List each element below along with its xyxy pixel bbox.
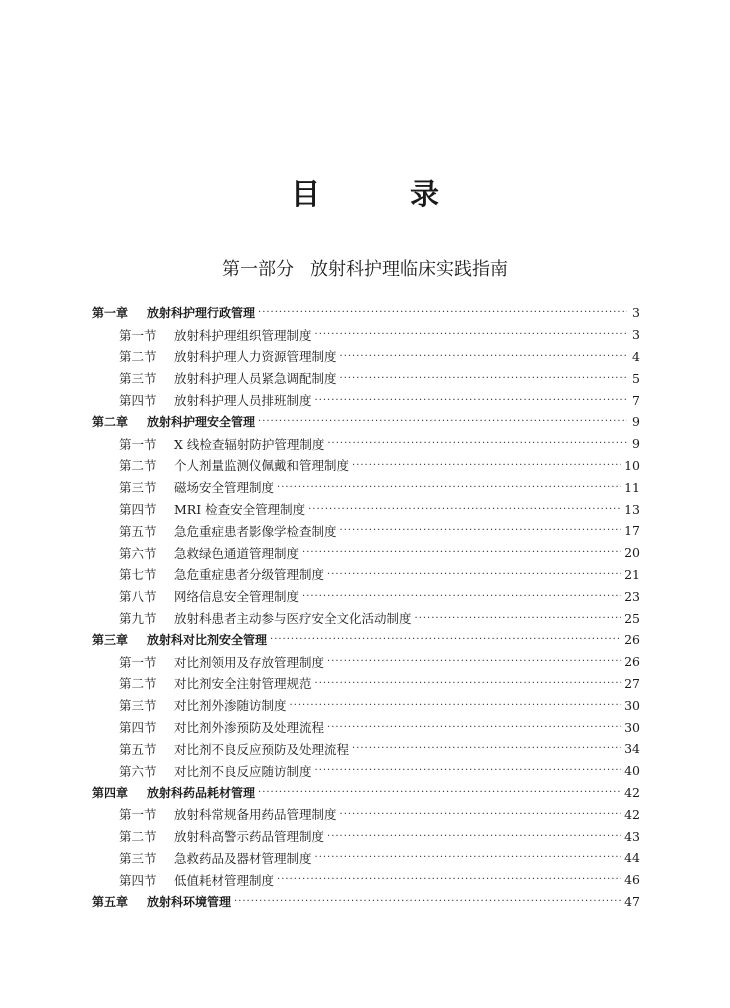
toc-leader-dots (327, 569, 621, 580)
toc-page-number: 20 (624, 545, 640, 561)
toc-entry-label (119, 347, 337, 365)
toc-leader-dots (258, 787, 621, 798)
toc-leader-dots (352, 460, 621, 471)
toc-entry-title: 低值耗材管理制度 (174, 872, 275, 888)
toc-page-number: 7 (632, 392, 640, 408)
toc-page-number: 13 (624, 501, 640, 517)
toc-page-number: 34 (624, 741, 640, 757)
toc-entry-title: X 线检查辐射防护管理制度 (174, 436, 325, 452)
toc-page-number: 3 (632, 305, 640, 321)
toc-entry-number: 第二节 (119, 349, 157, 365)
toc-entry-number: 第二节 (119, 829, 157, 845)
toc-entry-number: 第四节 (119, 393, 157, 409)
toc-entry-label (92, 784, 255, 801)
toc-entry-title: 放射科高警示药品管理制度 (174, 829, 325, 845)
toc-entry-title: 对比剂不良反应预防及处理流程 (174, 741, 350, 757)
toc-entry-title: 急救药品及器材管理制度 (174, 850, 312, 866)
toc-chapter-row[interactable] (92, 302, 640, 324)
toc-section-row[interactable] (92, 803, 640, 825)
toc-page-number: 40 (624, 763, 640, 779)
toc-entry-title: 放射科药品耗材管理 (147, 785, 256, 800)
toc-entry-label (119, 805, 337, 823)
toc-leader-dots (308, 504, 621, 515)
toc-entry-number: 第六节 (119, 763, 157, 779)
toc-entry-title: 放射科护理行政管理 (147, 306, 256, 321)
toc-page-number: 4 (632, 348, 640, 364)
toc-entry-label (119, 827, 324, 845)
part-name: 放射科护理临床实践指南 (310, 259, 508, 280)
toc-leader-dots (277, 482, 621, 493)
toc-entry-number: 第四章 (92, 785, 129, 800)
toc-section-row[interactable] (92, 564, 640, 586)
toc-entry-number: 第八节 (119, 589, 157, 605)
toc-leader-dots (327, 438, 627, 449)
toc-chapter-row[interactable] (92, 782, 640, 804)
toc-entry-label (119, 456, 349, 474)
toc-entry-number: 第二章 (92, 415, 129, 430)
toc-entry-number: 第四节 (119, 720, 157, 736)
toc-entry-label (119, 762, 312, 780)
toc-leader-dots (315, 852, 622, 863)
toc-section-row[interactable] (92, 389, 640, 411)
toc-entry-number: 第四节 (119, 872, 157, 888)
toc-leader-dots (258, 416, 627, 427)
toc-page-number: 21 (624, 566, 640, 582)
toc-entry-title: 放射科护理人力资源管理制度 (174, 349, 337, 365)
toc-section-row[interactable] (92, 367, 640, 389)
toc-leader-dots (352, 743, 621, 754)
toc-entry-number: 第二节 (119, 458, 157, 474)
toc-section-row[interactable] (92, 585, 640, 607)
toc-leader-dots (340, 351, 627, 362)
toc-page-number: 43 (624, 828, 640, 844)
toc-page-number: 5 (632, 370, 640, 386)
toc-entry-title: 放射科患者主动参与医疗安全文化活动制度 (174, 611, 412, 627)
toc-entry-label (119, 587, 299, 605)
toc-entry-title: 对比剂外渗随访制度 (174, 698, 287, 714)
toc-chapter-row[interactable] (92, 629, 640, 651)
toc-leader-dots (415, 613, 622, 624)
toc-page-number: 3 (632, 327, 640, 343)
toc-page-number: 30 (624, 719, 640, 735)
toc-page-number: 27 (624, 675, 640, 691)
toc-section-row[interactable] (92, 455, 640, 477)
toc-section-row[interactable] (92, 738, 640, 760)
toc-entry-number: 第三节 (119, 480, 157, 496)
toc-entry-label (119, 674, 312, 692)
toc-entry-title: 对比剂不良反应随访制度 (174, 763, 312, 779)
toc-entry-number: 第五节 (119, 741, 157, 757)
toc-section-row[interactable] (92, 542, 640, 564)
toc-page-number: 44 (624, 850, 640, 866)
toc-page-number: 26 (624, 632, 640, 648)
toc-entry-label (119, 435, 324, 453)
toc-entry-title: 放射科护理组织管理制度 (174, 327, 312, 343)
toc-leader-dots (340, 525, 622, 536)
toc-page-number: 9 (632, 414, 640, 430)
toc-entry-title: 放射科护理安全管理 (147, 415, 256, 430)
toc-leader-dots (315, 678, 622, 689)
toc-leader-dots (234, 896, 621, 907)
toc-page-number: 30 (624, 697, 640, 713)
toc-page-number: 25 (624, 610, 640, 626)
toc-leader-dots (277, 874, 621, 885)
toc-page-number: 17 (624, 523, 640, 539)
part-heading (0, 255, 730, 281)
toc-page-number: 42 (624, 784, 640, 800)
toc-page-number: 47 (624, 893, 640, 909)
toc-entry-label (119, 565, 324, 583)
toc-entry-label (92, 893, 231, 910)
toc-leader-dots (340, 373, 627, 384)
toc-entry-number: 第一节 (119, 654, 157, 670)
toc-entry-label (119, 544, 299, 562)
toc-section-row[interactable] (92, 847, 640, 869)
toc-entry-number: 第一节 (119, 807, 157, 823)
toc-entry-number: 第七节 (119, 567, 157, 583)
toc-entry-label (119, 391, 312, 409)
toc-leader-dots (340, 809, 622, 820)
toc-entry-label (119, 609, 412, 627)
toc-page-number: 42 (624, 806, 640, 822)
toc-entry-label (92, 304, 255, 321)
toc-section-row[interactable] (92, 607, 640, 629)
toc-entry-title: 急危重症患者分级管理制度 (174, 567, 325, 583)
toc-leader-dots (290, 700, 622, 711)
toc-page-number: 23 (624, 588, 640, 604)
toc-section-row[interactable] (92, 520, 640, 542)
toc-section-row[interactable] (92, 433, 640, 455)
toc-section-row[interactable] (92, 869, 640, 891)
toc-entry-label (119, 500, 305, 518)
toc-page-number: 46 (624, 872, 640, 888)
page-title: 目 录 (290, 177, 480, 211)
toc-entry-label (119, 871, 274, 889)
toc-entry-title: MRI 检查安全管理制度 (174, 502, 306, 518)
toc-entry-label (119, 326, 312, 344)
toc-section-row[interactable] (92, 760, 640, 782)
toc-section-row[interactable] (92, 673, 640, 695)
toc-entry-number: 第五节 (119, 523, 157, 539)
toc-entry-title: 磁场安全管理制度 (174, 480, 275, 496)
toc-entry-number: 第三节 (119, 698, 157, 714)
toc-entry-number: 第六节 (119, 545, 157, 561)
toc-entry-label (119, 849, 312, 867)
toc-entry-label (92, 631, 267, 648)
toc-leader-dots (302, 547, 621, 558)
toc-leader-dots (327, 722, 621, 733)
part-label: 第一部分 (222, 259, 294, 280)
toc-entry-label (92, 413, 255, 430)
toc-section-row[interactable] (92, 324, 640, 346)
toc-section-row[interactable] (92, 825, 640, 847)
toc-entry-label (119, 369, 337, 387)
toc-entry-title: 急救绿色通道管理制度 (174, 545, 300, 561)
toc-section-row[interactable] (92, 651, 640, 673)
toc-page-number: 9 (632, 436, 640, 452)
toc-leader-dots (270, 634, 621, 645)
toc-entry-title: 对比剂安全注射管理规范 (174, 676, 312, 692)
toc-entry-title: 个人剂量监测仪佩戴和管理制度 (174, 458, 350, 474)
toc-entry-label (119, 740, 349, 758)
toc-leader-dots (302, 591, 621, 602)
toc-leader-dots (315, 765, 622, 776)
toc-chapter-row[interactable] (92, 411, 640, 433)
toc-entry-title: 网络信息安全管理制度 (174, 589, 300, 605)
toc-page-number: 11 (624, 479, 640, 495)
toc-page-number: 10 (624, 457, 640, 473)
toc-page-number: 26 (624, 654, 640, 670)
toc-entry-number: 第三章 (92, 633, 129, 648)
toc-chapter-row[interactable] (92, 891, 640, 913)
toc-entry-title: 放射科常规备用药品管理制度 (174, 807, 337, 823)
toc-entry-number: 第一节 (119, 327, 157, 343)
toc-leader-dots (315, 329, 627, 340)
toc-entry-number: 第一章 (92, 306, 129, 321)
toc-entry-number: 第九节 (119, 611, 157, 627)
toc-entry-number: 第四节 (119, 502, 157, 518)
toc-entry-label (119, 696, 287, 714)
toc-entry-label (119, 522, 337, 540)
toc-entry-label (119, 478, 274, 496)
toc-leader-dots (327, 831, 621, 842)
toc-entry-title: 对比剂领用及存放管理制度 (174, 654, 325, 670)
toc-entry-title: 对比剂外渗预防及处理流程 (174, 720, 325, 736)
toc-section-row[interactable] (92, 476, 640, 498)
toc-entry-title: 放射科环境管理 (147, 894, 232, 909)
toc-entry-number: 第三节 (119, 850, 157, 866)
toc-section-row[interactable] (92, 498, 640, 520)
toc-entry-title: 放射科护理人员排班制度 (174, 393, 312, 409)
toc-section-row[interactable] (92, 694, 640, 716)
toc-entry-number: 第二节 (119, 676, 157, 692)
toc-leader-dots (258, 307, 627, 318)
toc-section-row[interactable] (92, 346, 640, 368)
toc-entry-number: 第三节 (119, 371, 157, 387)
toc-entry-number: 第五章 (92, 894, 129, 909)
toc-entry-label (119, 653, 324, 671)
toc-entry-title: 急危重症患者影像学检查制度 (174, 523, 337, 539)
toc-entry-title: 放射科护理人员紧急调配制度 (174, 371, 337, 387)
table-of-contents (92, 302, 640, 912)
toc-leader-dots (315, 395, 627, 406)
toc-leader-dots (327, 656, 621, 667)
toc-section-row[interactable] (92, 716, 640, 738)
toc-entry-label (119, 718, 324, 736)
toc-entry-title: 放射科对比剂安全管理 (147, 633, 268, 648)
toc-entry-number: 第一节 (119, 436, 157, 452)
